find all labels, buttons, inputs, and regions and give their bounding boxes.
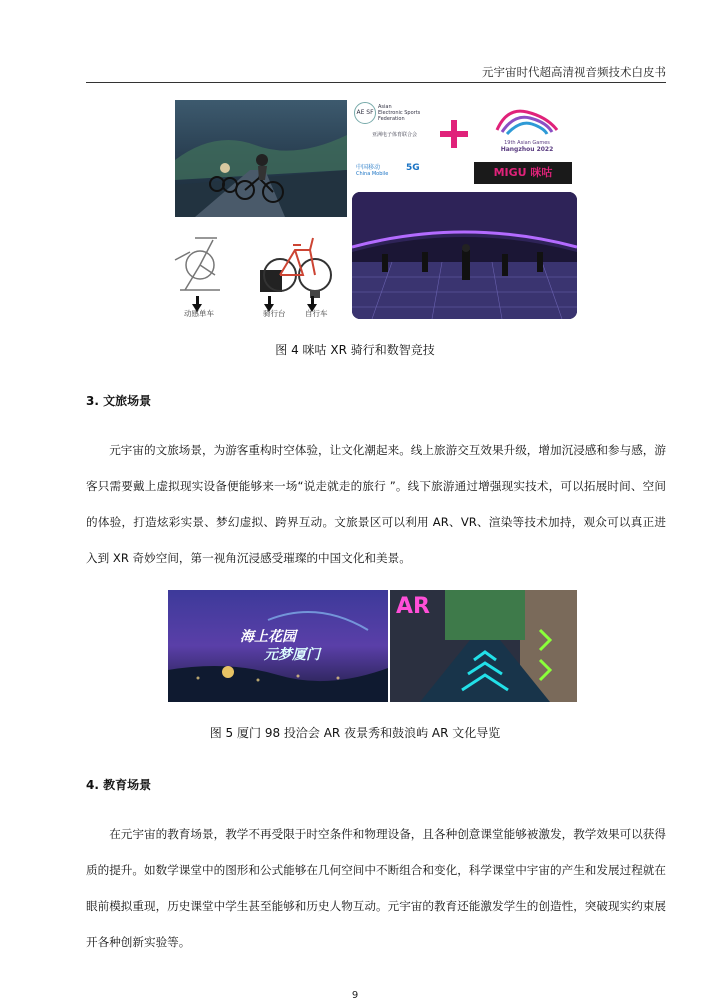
arena-illustration	[352, 192, 577, 319]
ar-sign: AR	[396, 594, 430, 619]
section3-title: 3. 文旅场景	[86, 394, 152, 408]
gulangyu-ar-guide-photo	[390, 590, 577, 702]
section4-text: 在元宇宙的教育场景，教学不再受限于时空条件和物理设备，且各种创意课堂能够被激发，教学效果可以获得质的提升。如数学课堂中的图形和公式能够在几何空间中不断组合和变化，科学课堂中宇宙的产生和发展过程就在眼前模拟重现，历史课堂中学生甚至能够和历史人物互动。元宇宙的教育还能激发学生的创造性，突破现实约束展开各种创新实验等。	[86, 827, 666, 949]
section4-paragraph	[86, 816, 666, 960]
xr-cycling-photo	[175, 100, 347, 217]
xr-cycling-illustration	[175, 100, 347, 217]
figure5-caption: 图 5 厦门 98 投洽会 AR 夜景秀和鼓浪屿 AR 文化导览	[209, 726, 501, 740]
asian-games-logo: 19th Asian Games Hangzhou 2022	[482, 102, 572, 158]
label-trainer: 骑行台	[263, 309, 286, 318]
asian-games-emblem-icon	[492, 102, 562, 136]
section3-text: 元宇宙的文旅场景，为游客重构时空体验，让文化潮起来。线上旅游交互效果升级，增加沉浸感和参与感，游客只需要戴上虚拟现实设备便能够来一场“说走就走的旅行 ”。线下旅游通过增强现实技术，可以拓展时间、空间的体验，打造炫彩实景、梦幻虚拟、跨界互动。文旅景区可以利用 AR、VR、渲染等技术加持，观众可以真正进入到 XR 奇妙空间，第一视角沉浸感受璀璨的中国文化和美景。	[86, 443, 666, 565]
section3-paragraph	[86, 432, 666, 576]
xiamen-ar-night-show-poster	[168, 590, 388, 702]
section4-title: 4. 教育场景	[86, 778, 152, 792]
label-spin-bike: 动感单车	[184, 309, 214, 318]
label-bike: 自行车	[305, 309, 328, 318]
migu-logo: MIGU 咪咕	[474, 162, 572, 184]
figure4-caption: 图 4 咪咕 XR 骑行和数智竞技	[275, 343, 435, 357]
poster-title-line1: 海上花园	[240, 629, 296, 645]
page-header	[86, 62, 666, 83]
header-title: 元宇宙时代超高清视音频技术白皮书	[482, 65, 666, 79]
china-mobile-logo: 中国移动 China Mobile 5G	[356, 163, 420, 177]
poster-title-line2: 元梦厦门	[264, 647, 320, 663]
aesf-logo: AE SF Asian Electronic Sports Federation 亚洲电子体育联合会	[354, 102, 424, 158]
logos-panel	[352, 100, 577, 188]
plus-icon	[440, 120, 468, 148]
page-number: 9	[351, 990, 359, 1001]
xr-esports-arena-photo	[352, 192, 577, 319]
bike-equipment-diagram	[165, 220, 350, 320]
